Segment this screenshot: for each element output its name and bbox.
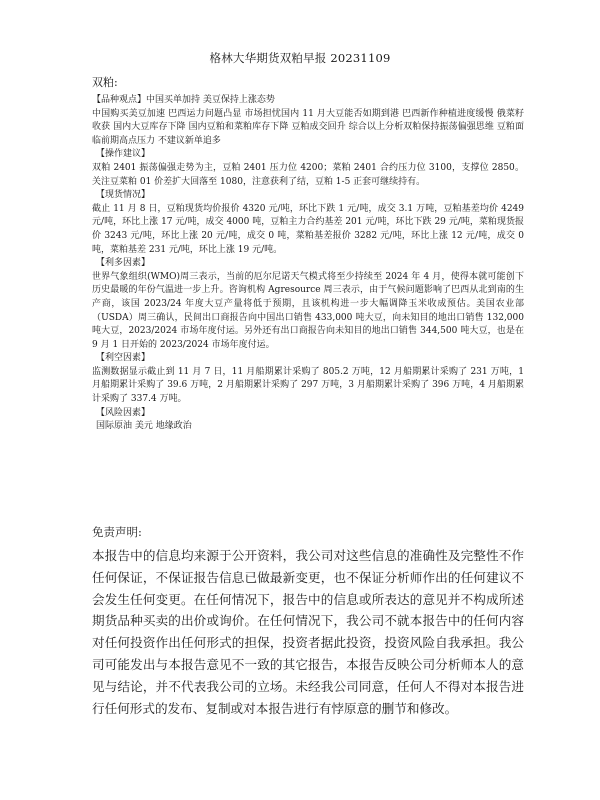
report-title: 格林大华期货双粕早报 20231109: [209, 51, 391, 65]
section-heading-risk: 【风险因素】: [96, 407, 151, 418]
section-text-spot: 截止 11 月 8 日，豆粕现货均价报价 4320 元/吨，环比下跌 1 元/吨，成交 3.1 万吨，豆粕基差均价 4249 元/吨，环比上涨 17 元/吨，成交 4000 吨，豆粕主力合约基差 201 元/吨，环比下跌 29 元/吨，菜粕现货报价 3243 元/吨，环比上涨 20 元/吨，成交 0 吨，菜粕基差报价 3282 元/吨，环比上涨 12 元/吨，成交 0 吨，菜粕基差 231 元/吨，环比上涨 19 元/吨。: [92, 203, 524, 255]
section-text-view: 中国购买美豆加速 巴西运力问题凸显 市场担忧国内 11 月大豆能否如期到港 巴西新作种植进度缓慢 俄菜籽收获 国内大豆库存下降 国内豆粕和菜粕库存下降 豆粕成交回升 综合以上分析双粕保持振荡偏强思维 豆粕面临前期高点压力 不建议新单追多: [92, 108, 524, 146]
section-text-bearish: 监测数据显示截止到 11 月 7 日，11 月船期累计采购了 805.2 万吨，12 月船期累计采购了 231 万吨，1 月船期累计采购了 39.6 万吨，2 月船期累计采购了 297 万吨，3 月船期累计采购了 396 万吨，4 月船期累计采购了 337.4 万吨。: [92, 366, 524, 405]
section-text-advice: 双粕 2401 振荡偏强走势为主，豆粕 2401 压力位 4200；菜粕 2401 合约压力位 3100，支撑位 2850。关注豆菜粕 01 价差扩大回落至 1080，注意获利了结，豆粕 1-5 正套可继续持有。: [92, 162, 524, 187]
section-heading-spot: 【现货情况】: [96, 190, 151, 201]
subject-label: 双粕:: [92, 76, 118, 89]
section-text-risk: 国际原油 美元 地缘政治: [96, 421, 192, 432]
section-heading-view: 【品种观点】中国买单加持 美豆保持上涨态势: [92, 95, 275, 105]
section-heading-bearish: 【利空因素】: [96, 353, 151, 364]
disclaimer-text: 本报告中的信息均来源于公开资料，我公司对这些信息的准确性及完整性不作任何保证，不保证报告信息已做最新变更，也不保证分析师作出的任何建议不会发生任何变更。在任何情况下，报告中的信息或所表达的意见并不构成所述期货品种买卖的出价或询价。在任何情况下，我公司不就本报告中的任何内容对任何投资作出任何形式的担保，投资者据此投资，投资风险自我承担。我公司可能发出与本报告意见不一致的其它报告，本报告反映公司分析师本人的意见与结论，并不代表我公司的立场。未经我公司同意，任何人不得对本报告进行任何形式的发布、复制或对本报告进行有悖原意的删节和修改。: [92, 548, 524, 716]
section-text-bullish: 世界气象组织(WMO)周三表示，当前的厄尔尼诺天气模式将至少持续至 2024 年 4 月，使得本就可能创下历史最暖的年份气温进一步上升。咨询机构 Agresource 周三表示，由于气候问题影响了巴西从北到南的生产商，该国 2023/24 年度大豆产量将低于预期，且该机构进一步大幅调降玉米收成预估。美国农业部（USDA）周三确认，民间出口商报告向中国出口销售 433,000 吨大豆，向未知目的地出口销售 132,000 吨大豆，2023/2024 市场年度付运。另外还有出口商报告向未知目的地出口销售 344,500 吨大豆，也是在 9 月 1 日开始的 2023/2024 市场年度付运。: [92, 271, 524, 350]
section-heading-bullish: 【利多因素】: [96, 258, 151, 269]
section-heading-advice: 【操作建议】: [96, 149, 151, 160]
report-body: [92, 94, 524, 434]
disclaimer-title: 免责声明:: [92, 525, 142, 539]
